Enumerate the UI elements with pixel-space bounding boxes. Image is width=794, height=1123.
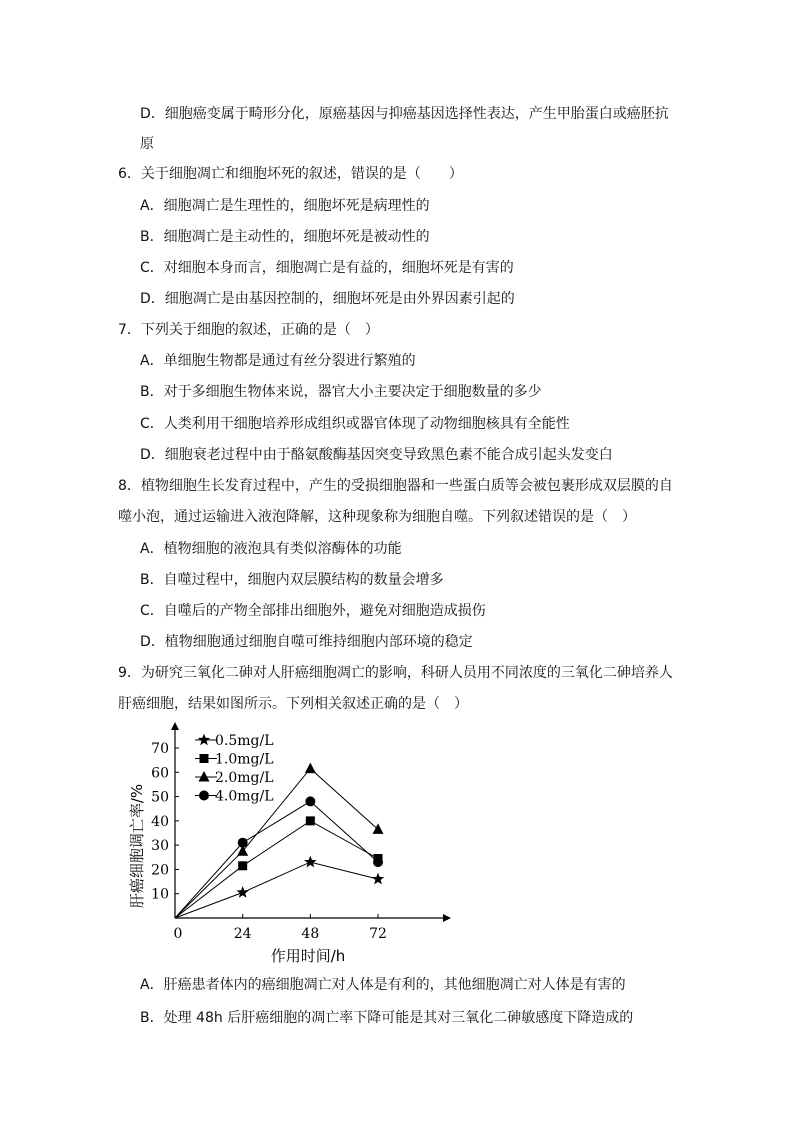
q7-option-b: B．对于多细胞生物体来说，器官大小主要决定于细胞数量的多少 — [140, 384, 542, 400]
q9-stem-line2: 肝癌细胞，结果如图所示。下列相关叙述正确的是（ ） — [118, 696, 468, 712]
y-tick-label: 40 — [151, 813, 169, 830]
data-point-square — [306, 816, 315, 825]
q6-option-c: C．对细胞本身而言，细胞凋亡是有益的，细胞坏死是有害的 — [140, 260, 514, 276]
data-point-triangle — [373, 823, 384, 834]
q7-option-c: C．人类利用干细胞培养形成组织或器官体现了动物细胞核具有全能性 — [140, 416, 570, 432]
y-tick-label: 20 — [151, 862, 169, 879]
q7-option-d: D．细胞衰老过程中由于酪氨酸酶基因突变导致黑色素不能合成引起头发变白 — [140, 447, 613, 463]
q8-stem-line1: 8．植物细胞生长发育过程中，产生的受损细胞器和一些蛋白质等会被包裹形成双层膜的自 — [118, 478, 673, 494]
legend-marker-circle — [199, 791, 209, 801]
y-axis-label: 肝癌细胞调亡率/% — [128, 783, 146, 909]
legend-label: 4.0mg/L — [215, 788, 274, 805]
data-point-triangle — [305, 763, 316, 774]
legend-label: 1.0mg/L — [215, 751, 274, 768]
legend-label: 2.0mg/L — [215, 770, 274, 786]
q9-stem-line1: 9．为研究三氧化二砷对人肝癌细胞凋亡的影响，科研人员用不同浓度的三氧化二砷培养人 — [118, 665, 673, 681]
chart-series — [175, 763, 384, 918]
y-tick-label: 60 — [151, 765, 169, 782]
q6-stem: 6．关于细胞凋亡和细胞坏死的叙述，错误的是（ ） — [118, 166, 463, 182]
q8-option-d: D．植物细胞通过细胞自噬可维持细胞内部环境的稳定 — [140, 634, 473, 650]
y-tick-label: 30 — [151, 838, 169, 855]
data-point-circle — [238, 838, 248, 848]
series-line — [175, 862, 378, 918]
data-point-circle — [305, 796, 315, 806]
y-tick-label: 50 — [151, 789, 169, 806]
q8-option-b: B．自噬过程中，细胞内双层膜结构的数量会增多 — [140, 572, 444, 588]
q7-option-a: A．单细胞生物都是通过有丝分裂进行繁殖的 — [140, 353, 416, 369]
legend-label: 0.5mg/L — [215, 733, 274, 749]
q6-option-b: B．细胞凋亡是主动性的，细胞坏死是被动性的 — [140, 229, 430, 245]
x-tick-label: 72 — [369, 926, 387, 942]
data-point-star — [372, 873, 384, 885]
q9-option-b: B．处理 48h 后肝癌细胞的凋亡率下降可能是其对三氧化二砷敏感度下降造成的 — [140, 1010, 634, 1026]
y-axis-arrow — [171, 722, 179, 730]
q8-option-c: C．自噬后的产物全部排出细胞外，避免对细胞造成损伤 — [140, 603, 486, 619]
y-tick-label: 70 — [151, 741, 169, 757]
data-point-square — [238, 861, 247, 870]
y-tick-label: 10 — [151, 886, 169, 903]
x-tick-label: 48 — [301, 926, 320, 942]
legend-marker-square — [200, 754, 209, 763]
data-point-circle — [373, 857, 383, 867]
q7-stem: 7．下列关于细胞的叙述，正确的是（ ） — [118, 322, 379, 338]
q5-option-d-line2: 原 — [140, 136, 154, 152]
apoptosis-rate-chart — [125, 718, 455, 968]
q9-option-a: A．肝癌患者体内的癌细胞凋亡对人体是有利的，其他细胞凋亡对人体是有害的 — [140, 977, 626, 993]
series-line — [175, 801, 378, 918]
data-point-star — [304, 856, 316, 868]
legend-marker-triangle — [199, 771, 210, 782]
chart-legend — [195, 733, 274, 805]
q8-option-a: A．植物细胞的液泡具有类似溶酶体的功能 — [140, 541, 402, 557]
x-tick-label: 0 — [173, 926, 183, 942]
q8-stem-line2: 噬小泡，通过运输进入液泡降解，这种现象称为细胞自噬。下列叙述错误的是（ ） — [118, 509, 636, 525]
data-point-star — [236, 886, 248, 898]
q6-option-a: A．细胞凋亡是生理性的，细胞坏死是病理性的 — [140, 198, 430, 214]
x-tick-label: 24 — [233, 926, 252, 942]
x-axis-arrow — [443, 914, 451, 922]
legend-marker-star — [198, 734, 210, 746]
x-axis-label: 作用时间/h — [270, 947, 346, 965]
q6-option-d: D．细胞凋亡是由基因控制的，细胞坏死是由外界因素引起的 — [140, 291, 515, 307]
q5-option-d-line1: D．细胞癌变属于畸形分化，原癌基因与抑癌基因选择性表达，产生甲胎蛋白或癌胚抗 — [140, 106, 669, 122]
